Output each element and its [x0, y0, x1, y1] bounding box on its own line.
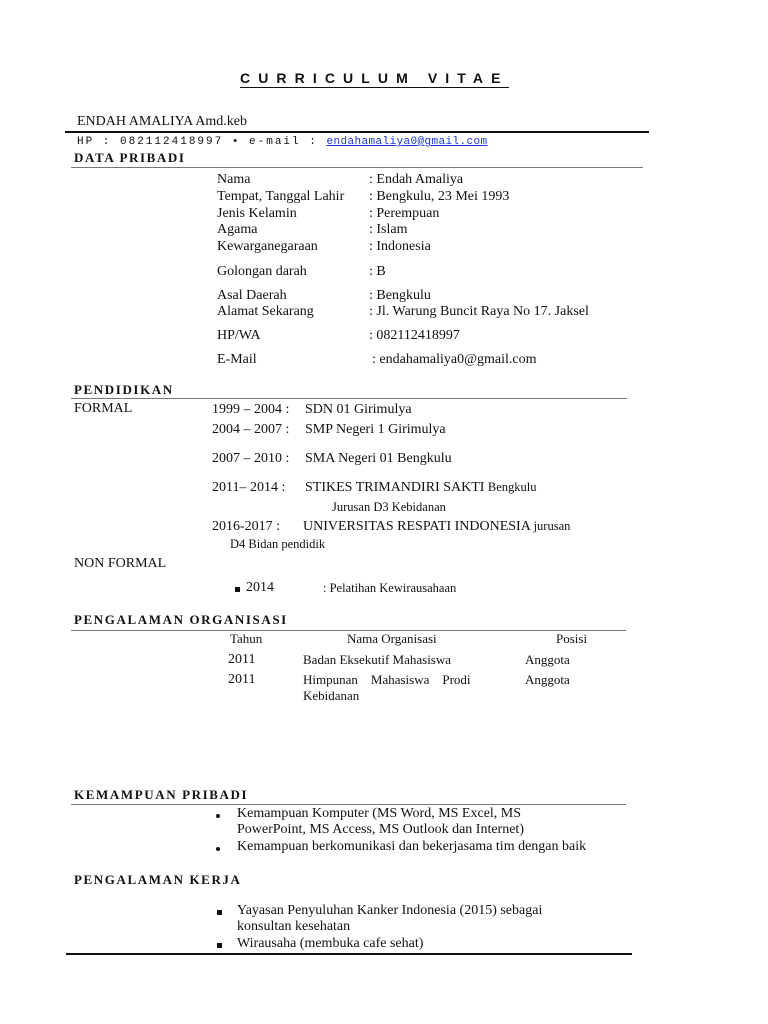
formal-label: FORMAL: [74, 401, 133, 416]
education-years: 2016-2017 :: [212, 519, 281, 534]
education-school-name: STIKES TRIMANDIRI SAKTI: [305, 480, 485, 495]
skill-item-continued: PowerPoint, MS Access, MS Outlook dan Internet): [237, 822, 524, 837]
org-name: Himpunan Mahasiswa Prodi: [303, 672, 471, 687]
contact-email-link[interactable]: endahamaliya0@gmail.com: [326, 136, 488, 148]
skill-item: Kemampuan berkomunikasi dan bekerjasama tim dengan baik: [237, 839, 587, 854]
field-value: : Bengkulu, 23 Mei 1993: [369, 189, 510, 204]
skill-item: Kemampuan Komputer (MS Word, MS Excel, MS: [237, 806, 522, 821]
education-years: 1999 – 2004 :: [212, 402, 290, 417]
work-item-continued: konsultan kesehatan: [237, 919, 351, 934]
section-heading-kerja: PENGALAMAN KERJA: [74, 872, 242, 887]
education-school: SMP Negeri 1 Girimulya: [305, 422, 446, 437]
education-school: SMA Negeri 01 Bengkulu: [305, 451, 452, 466]
field-label: Asal Daerah: [217, 288, 287, 303]
education-subline: Jurusan D3 Kebidanan: [332, 500, 446, 514]
section-heading-data-pribadi: DATA PRIBADI: [74, 150, 186, 165]
field-value: : Indonesia: [369, 239, 431, 254]
org-col-header-tahun: Tahun: [230, 631, 263, 646]
org-name: Badan Eksekutif Mahasiswa: [303, 652, 452, 667]
education-school: [305, 480, 537, 496]
education-years: 2007 – 2010 :: [212, 451, 290, 466]
org-year: 2011: [228, 672, 256, 687]
field-label: Jenis Kelamin: [217, 206, 297, 221]
nonformal-year: 2014: [246, 580, 274, 595]
education-school-note: jurusan: [533, 519, 571, 533]
field-value: : Islam: [369, 222, 408, 237]
section-divider: [71, 804, 626, 805]
field-label: Nama: [217, 172, 251, 187]
section-divider: [71, 167, 643, 168]
education-years: 2011– 2014 :: [212, 480, 286, 495]
section-heading-pendidikan: PENDIDIKAN: [74, 382, 174, 397]
field-value: : Bengkulu: [369, 288, 431, 303]
field-label: Alamat Sekarang: [217, 304, 314, 319]
field-value: : Perempuan: [369, 206, 440, 221]
contact-phone: HP : 082112418997 • e-mail :: [77, 136, 327, 148]
bullet-square-icon: [217, 910, 222, 915]
education-years: 2004 – 2007 :: [212, 422, 290, 437]
nonformal-desc: : Pelatihan Kewirausahaan: [323, 581, 457, 595]
field-label: HP/WA: [217, 328, 261, 343]
field-value: : endahamaliya0@gmail.com: [372, 352, 537, 367]
work-item: Wirausaha (membuka cafe sehat): [237, 936, 424, 951]
field-value: : 082112418997: [369, 328, 460, 343]
org-year: 2011: [228, 652, 256, 667]
education-school-city: Bengkulu: [487, 480, 537, 494]
org-col-header-posisi: Posisi: [556, 631, 588, 646]
field-label: Agama: [217, 222, 258, 237]
section-heading-organisasi: PENGALAMAN ORGANISASI: [74, 612, 288, 627]
education-school: SDN 01 Girimulya: [305, 402, 412, 417]
org-position: Anggota: [525, 672, 570, 687]
footer-divider: [66, 953, 632, 955]
header-divider: [65, 131, 649, 133]
nonformal-label: NON FORMAL: [74, 556, 167, 571]
bullet-dot-icon: [216, 847, 220, 851]
education-school-name: UNIVERSITAS RESPATI INDONESIA: [303, 519, 531, 534]
education-school: [303, 519, 570, 535]
field-label: Golongan darah: [217, 264, 307, 279]
org-name-continued: Kebidanan: [303, 688, 360, 703]
section-divider: [71, 398, 627, 399]
org-position: Anggota: [525, 652, 570, 667]
work-item: Yayasan Penyuluhan Kanker Indonesia (2015) sebagai: [237, 903, 543, 918]
org-col-header-nama: Nama Organisasi: [347, 631, 437, 646]
field-value: : Endah Amaliya: [369, 172, 464, 187]
page-title: CURRICULUM VITAE: [240, 70, 509, 86]
candidate-name: ENDAH AMALIYA Amd.keb: [77, 114, 247, 129]
bullet-dot-icon: [216, 814, 220, 818]
contact-line: [77, 136, 487, 148]
field-label: Kewarganegaraan: [217, 239, 318, 254]
field-value: : Jl. Warung Buncit Raya No 17. Jaksel: [369, 304, 589, 319]
education-subline: D4 Bidan pendidik: [230, 537, 326, 551]
field-label: Tempat, Tanggal Lahir: [217, 189, 345, 204]
section-heading-kemampuan: KEMAMPUAN PRIBADI: [74, 787, 249, 802]
bullet-square-icon: [217, 943, 222, 948]
bullet-square-icon: [235, 587, 240, 592]
field-value: : B: [369, 264, 386, 279]
field-label: E-Mail: [217, 352, 257, 367]
